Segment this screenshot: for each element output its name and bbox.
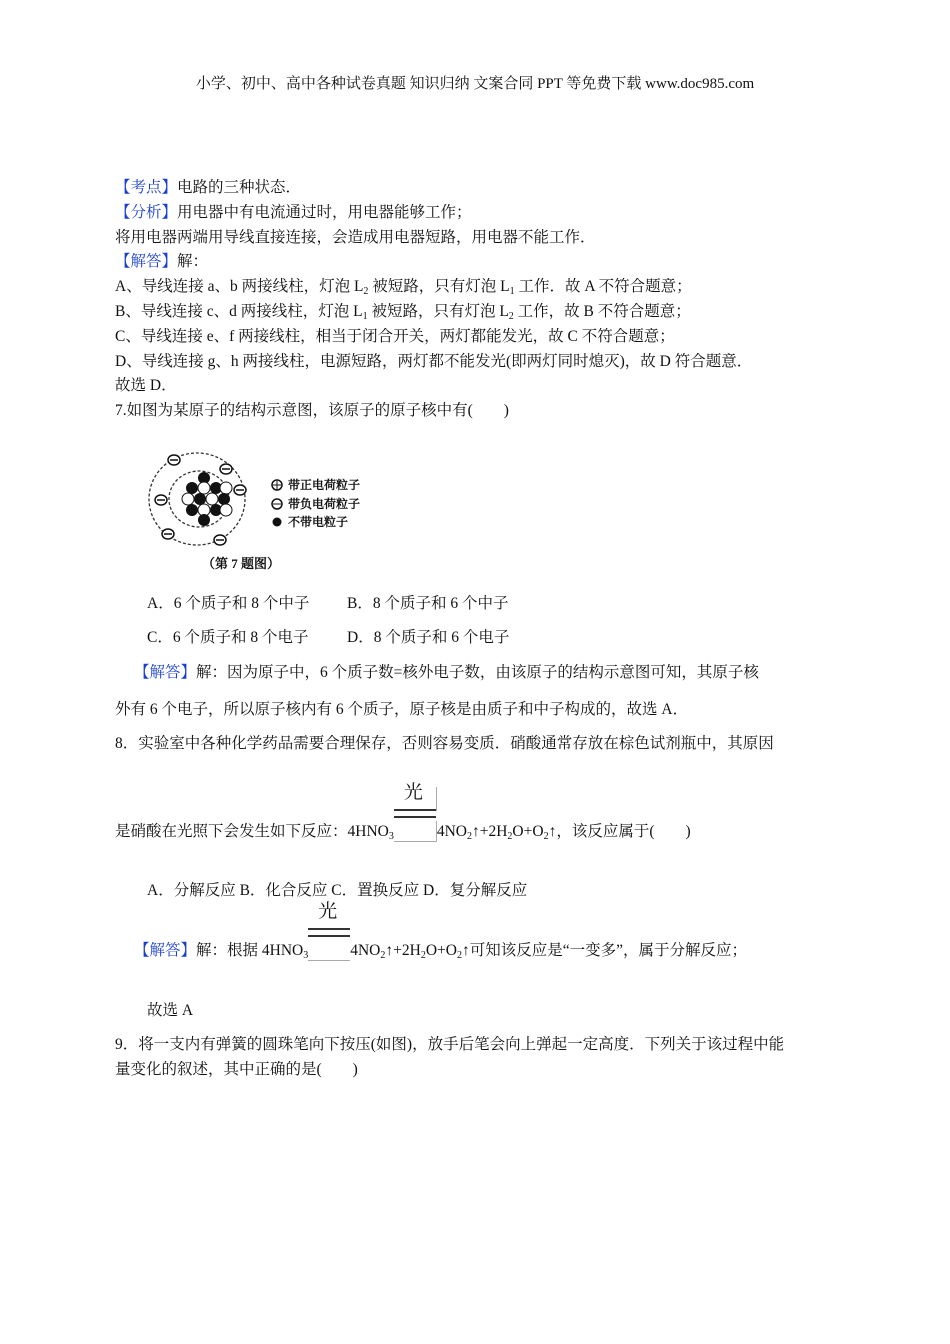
fenxi-text: 用电器中有电流通过时，用电器能够工作；: [177, 204, 472, 221]
condition-light: 光: [403, 782, 423, 803]
jieda-tag: 【解答】: [115, 253, 178, 270]
kaodian-line: [115, 178, 301, 198]
atom-structure-figure: [146, 448, 386, 583]
subscript: 2: [420, 950, 426, 961]
kaodian-text: 电路的三种状态．: [177, 179, 302, 196]
subscript: 1: [509, 286, 515, 297]
fenxi-line: [115, 203, 472, 223]
text-segment: 4NO: [436, 823, 467, 840]
fenxi-text-2: 将用电器两端用导线直接连接，会造成用电器短路，用电器不能工作．: [115, 229, 596, 246]
legend-neutral: 不带电粒子: [288, 515, 349, 529]
equation-products: [437, 823, 691, 840]
jieda-line: [115, 252, 208, 272]
subscript: 2: [543, 831, 549, 842]
equation-reactant: 是硝酸在光照下会发生如下反应：4HNO: [115, 823, 389, 840]
answer-line-d: D、导线连接 g、h 两接线柱，电源短路，两灯都不能发光(即两灯同时熄灭)，故 D 符合题意．: [115, 353, 753, 370]
subscript: 2: [466, 831, 472, 842]
page-header: 小学、初中、高中各种试卷真题 知识归纳 文案合同 PPT 等免费下载 www.doc985.com: [195, 76, 755, 92]
q7-option-c: C．6 个质子和 8 个电子: [147, 629, 309, 646]
text-segment: ↑，该反应属于( ): [548, 823, 691, 840]
figure-caption: （第 7 题图）: [202, 556, 281, 571]
jieda-text: 解：因为原子中，6 个质子数=核外电子数，由该原子的结构示意图可知，其原子核: [196, 664, 759, 681]
kaodian-tag: 【考点】: [115, 179, 178, 196]
legend-negative: 带负电荷粒子: [288, 497, 361, 511]
text-segment: 被短路，只有灯泡 L: [368, 278, 510, 295]
q9-stem-2: 量变化的叙述，其中正确的是( ): [115, 1061, 358, 1078]
subscript: 2: [380, 950, 386, 961]
subscript: 1: [362, 311, 368, 322]
subscript: 2: [508, 311, 514, 322]
subscript: 2: [507, 831, 513, 842]
legend-icons: [272, 480, 282, 527]
subscript: 2: [456, 950, 462, 961]
answer-line-b: [115, 302, 691, 322]
q9-stem-1: 9．将一支内有弹簧的圆珠笔向下按压(如图)，放手后笔会向上弹起一定高度．下列关于该过程中能: [115, 1036, 785, 1053]
fenxi-tag: 【分析】: [115, 204, 178, 221]
text-segment: O+O: [512, 823, 544, 840]
q8-jieda-line: 【解答】解：根据 $4HNO_3$ 光 $4NO_2↑+2H_2O+O_2↑$可知该反应是“一变多”，属于分解反应；: [134, 901, 747, 961]
q8-choice: 故选 A: [147, 1002, 194, 1019]
jieda-text: 解：根据 4HNO: [196, 942, 304, 959]
q7-option-d: D．8 个质子和 6 个电子: [347, 629, 510, 646]
equation-products: [350, 942, 747, 959]
q8-stem-1: 8．实验室中各种化学药品需要合理保存，否则容易变质．硝酸通常存放在棕色试剂瓶中，其原因: [115, 735, 774, 752]
text-segment: B、导线连接 c、d 两接线柱，灯泡 L: [115, 303, 363, 320]
jieda-text: 解：: [177, 253, 209, 270]
q8-stem-2: 是硝酸在光照下会发生如下反应：$4HNO_3$ 光 $4NO_2↑+2H_2O+O_2↑$，该反应属于( ): [115, 782, 691, 842]
q7-jieda-line: [134, 663, 759, 683]
jieda-tag: 【解答】: [134, 664, 197, 681]
neutral-particle-icon: [273, 518, 282, 527]
jieda-tag: 【解答】: [134, 942, 197, 959]
answer-line-a: [115, 277, 692, 297]
nucleus: [182, 472, 232, 526]
q8-options: A．分解反应 B．化合反应 C．置换反应 D．复分解反应: [147, 882, 528, 899]
text-segment: 4NO: [350, 942, 381, 959]
q7-jieda-line-2: 外有 6 个电子，所以原子核内有 6 个质子，原子核是由质子和中子构成的，故选 A．: [115, 701, 689, 718]
legend-positive: 带正电荷粒子: [288, 478, 361, 492]
choice-line: 故选 D．: [115, 377, 177, 394]
answer-line-c: C、导线连接 e、f 两接线柱，相当于闭合开关，两灯都能发光，故 C 不符合题意；: [115, 328, 675, 345]
q7-stem: 7.如图为某原子的结构示意图，该原子的原子核中有( ): [115, 402, 509, 419]
text-segment: ↑可知该反应是“一变多”，属于分解反应；: [461, 942, 747, 959]
text-segment: O+O: [425, 942, 457, 959]
text-segment: 工作，故 B 不符合题意；: [513, 303, 691, 320]
reaction-condition: [308, 901, 350, 961]
text-segment: 被短路，只有灯泡 L: [367, 303, 509, 320]
text-segment: A、导线连接 a、b 两接线柱，灯泡 L: [115, 278, 364, 295]
text-segment: ↑+2H: [385, 942, 421, 959]
condition-light: 光: [318, 901, 338, 922]
subscript: 2: [363, 286, 369, 297]
text-segment: 工作．故 A 不符合题意；: [514, 278, 692, 295]
q7-option-a: A．6 个质子和 8 个中子: [147, 595, 310, 612]
text-segment: ↑+2H: [471, 823, 508, 840]
reaction-condition: [394, 782, 437, 842]
q7-option-b: B．8 个质子和 6 个中子: [347, 595, 509, 612]
